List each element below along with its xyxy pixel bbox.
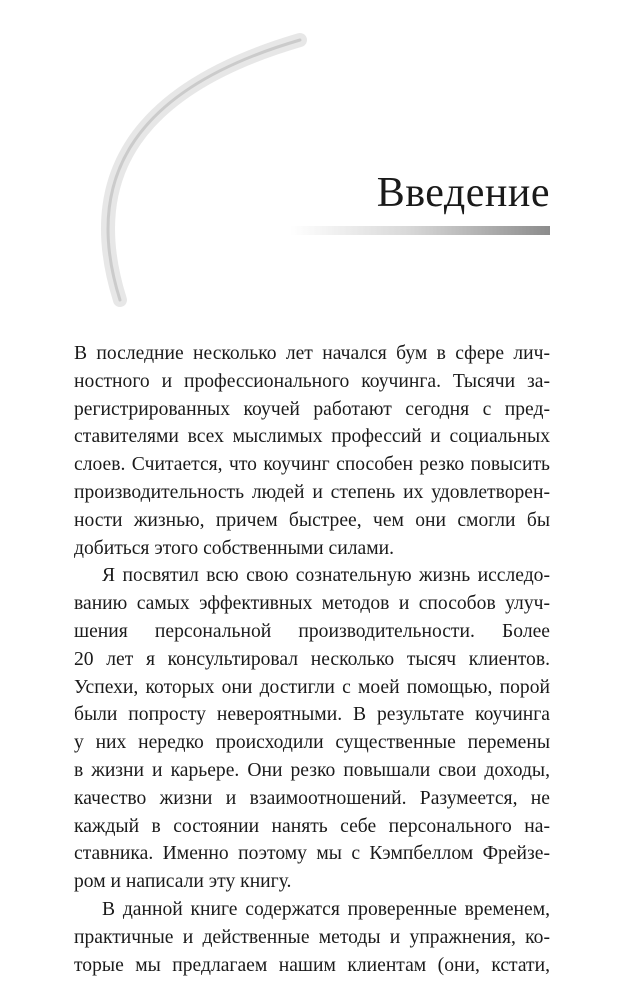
chapter-title: Введение (376, 170, 550, 216)
text-line: Успехи, которых они достигли с моей помощью, порой (74, 676, 550, 698)
text-line: ставника. Именно поэтому мы с Кэмпбеллом Фрейзе- (74, 843, 550, 865)
body-text (74, 340, 550, 979)
text-line: производительность людей и степень их удовлетворен- (74, 481, 550, 503)
text-line: регистрированных коучей работают сегодня с пред- (74, 398, 550, 420)
text-line: ванию самых эффективных методов и способов улуч- (74, 593, 550, 615)
text-line: В данной книге содержатся проверенные временем, (102, 898, 550, 920)
text-line: в жизни и карьере. Они резко повышали свои доходы, (74, 759, 550, 781)
text-line: каждый в состоянии нанять себе персонального на- (74, 815, 550, 837)
text-line: Я посвятил всю свою сознательную жизнь исследо- (102, 565, 550, 587)
text-line: шения персональной производительности. Более (74, 620, 550, 642)
text-line: практичные и действенные методы и упражнения, ко- (74, 926, 550, 948)
text-line: ставителями всех мыслимых профессий и социальных (74, 426, 550, 448)
text-line: ром и написали эту книгу. (74, 871, 292, 893)
text-line: качество жизни и взаимоотношений. Разумеется, не (74, 787, 550, 809)
text-line: 20 лет я консультировал несколько тысяч клиентов. (74, 648, 550, 670)
chapter-header-decoration (0, 0, 625, 330)
title-underline-bar (290, 226, 550, 235)
text-line: торые мы предлагаем нашим клиентам (они, кстати, (74, 954, 550, 976)
text-line: у них нередко происходили существенные перемены (74, 732, 550, 754)
text-line: слоев. Считается, что коучинг способен резко повысить (74, 454, 550, 476)
text-line: были попросту невероятными. В результате коучинга (74, 704, 550, 726)
text-line: добиться этого собственными силами. (74, 537, 394, 559)
text-line: ности жизнью, причем быстрее, чем они смогли бы (74, 509, 550, 531)
text-line: ностного и профессионального коучинга. Тысячи за- (74, 370, 550, 392)
text-line: В последние несколько лет начался бум в сфере лич- (74, 343, 550, 364)
